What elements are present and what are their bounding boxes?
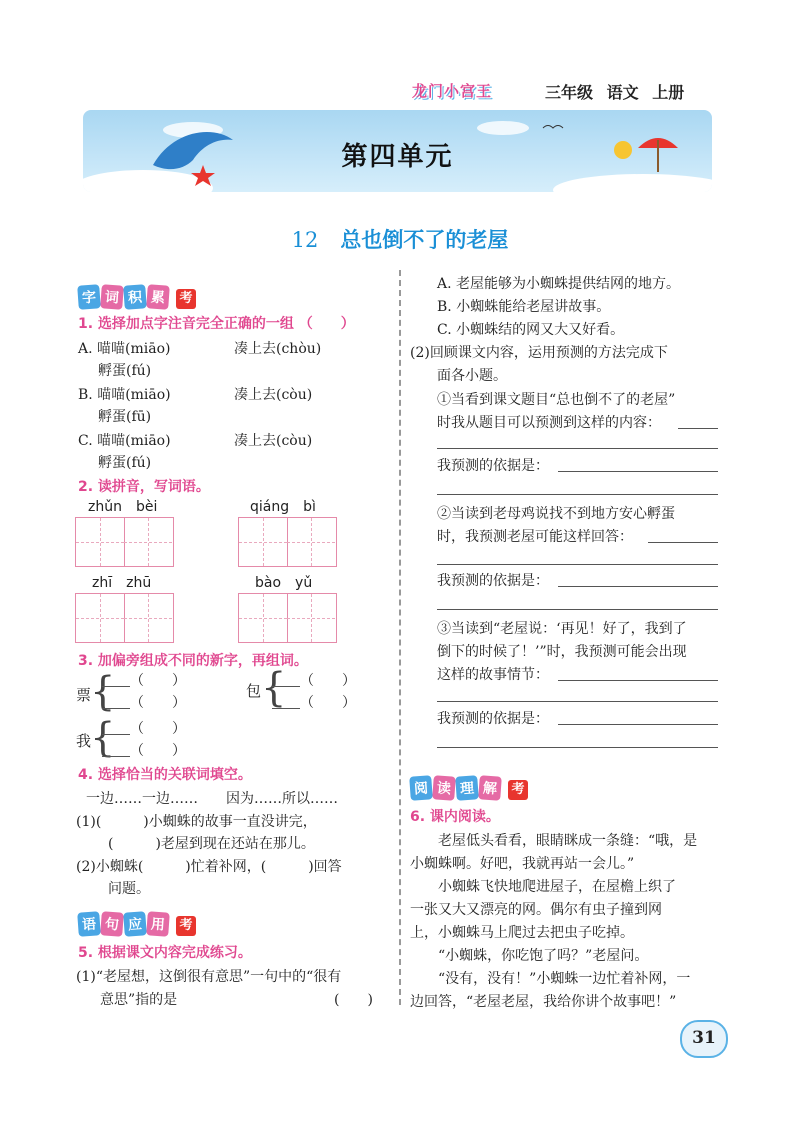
grade-label: 三年级 bbox=[545, 83, 594, 102]
q4-sentence-2b: 问题。 bbox=[108, 881, 150, 897]
section-tag-char: 累 bbox=[146, 284, 170, 309]
answer-line[interactable] bbox=[437, 564, 718, 565]
answer-line[interactable] bbox=[648, 542, 718, 543]
section-tag-char: 语 bbox=[77, 911, 101, 936]
q5-item3-a: ③当读到“老屋说：‘再见！好了，我到了 bbox=[437, 621, 687, 637]
q5-item1-a: ①当看到课文题目“总也倒不了的老屋” bbox=[437, 392, 676, 408]
question-2-title: 2. 读拼音，写词语。 bbox=[78, 479, 210, 495]
q4-sentence-2a: (2)小蜘蛛( )忙着补网，( )回答 bbox=[76, 859, 342, 875]
answer-line[interactable] bbox=[558, 680, 718, 681]
reading-paragraph-4b: 边回答，“老屋老屋，我给你讲个故事吧！” bbox=[410, 994, 677, 1010]
answer-line[interactable] bbox=[437, 609, 718, 610]
q4-sentence-1a: (1)( )小蜘蛛的故事一直没讲完， bbox=[76, 814, 317, 830]
seagull-icon bbox=[543, 126, 563, 129]
brand-logo: 龙门小宫王 bbox=[412, 82, 493, 100]
grid-cell[interactable] bbox=[124, 518, 172, 566]
basis-label: 我预测的依据是： bbox=[437, 711, 549, 727]
answer-line[interactable] bbox=[437, 448, 718, 449]
lesson-number: 12 bbox=[291, 228, 319, 252]
exam-badge: 考 bbox=[176, 916, 196, 936]
reading-paragraph-3: “小蜘蛛，你吃饱了吗？”老屋问。 bbox=[438, 948, 649, 964]
grid-cell[interactable] bbox=[287, 518, 335, 566]
section-tag-char: 用 bbox=[146, 911, 170, 936]
answer-line[interactable] bbox=[102, 756, 130, 757]
q5-sub2-b: 面各小题。 bbox=[437, 368, 507, 384]
basis-label: 我预测的依据是： bbox=[437, 458, 549, 474]
section-tag-char: 解 bbox=[478, 775, 502, 800]
brace: { bbox=[90, 715, 116, 761]
section-tag-char: 读 bbox=[432, 775, 456, 800]
question-1-title: 1. 选择加点字注音完全正确的一组 （ ） bbox=[78, 316, 355, 332]
q2-pinyin-3: zhī zhū bbox=[92, 575, 152, 591]
answer-slot[interactable]: （ ） bbox=[300, 695, 356, 711]
writing-grid[interactable] bbox=[238, 517, 337, 567]
cloud-shape bbox=[553, 174, 712, 192]
basis-label: 我预测的依据是： bbox=[437, 573, 549, 589]
volume-label: 上册 bbox=[652, 83, 685, 102]
answer-line[interactable] bbox=[272, 708, 300, 709]
section-tag-char: 理 bbox=[455, 775, 479, 800]
column-divider bbox=[399, 270, 401, 1005]
unit-banner bbox=[83, 110, 712, 192]
q1-option-b-1: B. 喵喵(miāo) bbox=[78, 387, 171, 403]
question-4-title: 4. 选择恰当的关联词填空。 bbox=[78, 767, 252, 783]
reading-paragraph-2b: 一张又大又漂亮的网。偶尔有虫子撞到网 bbox=[410, 902, 662, 918]
q5-sentence-1b: 意思”指的是 bbox=[100, 992, 178, 1008]
exam-badge: 考 bbox=[508, 780, 528, 800]
question-6-title: 6. 课内阅读。 bbox=[410, 809, 500, 825]
answer-line[interactable] bbox=[558, 724, 718, 725]
q1-option-c-2: 凑上去(còu) bbox=[234, 433, 313, 449]
answer-line[interactable] bbox=[558, 586, 718, 587]
reading-paragraph-2: 小蜘蛛飞快地爬进屋子，在屋檐上织了 bbox=[438, 879, 676, 895]
writing-grid[interactable] bbox=[75, 593, 174, 643]
q5-option-c: C. 小蜘蛛结的网又大又好看。 bbox=[437, 322, 625, 338]
answer-line[interactable] bbox=[102, 686, 130, 687]
lesson-title bbox=[0, 224, 800, 254]
reading-paragraph-2c: 上，小蜘蛛马上爬过去把虫子吃掉。 bbox=[410, 925, 634, 941]
writing-grid[interactable] bbox=[75, 517, 174, 567]
q5-item3-b: 倒下的时候了！’”时，我预测可能会出现 bbox=[437, 644, 687, 660]
writing-grid[interactable] bbox=[238, 593, 337, 643]
section-reading-comprehension bbox=[410, 776, 528, 800]
grid-cell[interactable] bbox=[287, 594, 335, 642]
q5-sentence-1a: (1)“老屋想，这倒很有意思”一句中的“很有 bbox=[76, 969, 342, 985]
section-tag-char: 应 bbox=[123, 911, 147, 936]
cloud-shape bbox=[477, 121, 529, 135]
q1-option-b-3: 孵蛋(fū) bbox=[98, 409, 152, 425]
answer-line[interactable] bbox=[102, 708, 130, 709]
q5-sub2-a: (2)回顾课文内容，运用预测的方法完成下 bbox=[410, 345, 668, 361]
q5-option-b: B. 小蜘蛛能给老屋讲故事。 bbox=[437, 299, 611, 315]
section-tag-char: 字 bbox=[77, 284, 101, 309]
brace: { bbox=[90, 669, 116, 715]
reading-paragraph-1: 老屋低头看看，眼睛眯成一条缝：“哦，是 bbox=[438, 833, 698, 849]
q4-sentence-1b: ( )老屋到现在还站在那儿。 bbox=[108, 836, 315, 852]
q1-option-a-3: 孵蛋(fú) bbox=[98, 363, 152, 379]
reading-paragraph-1b: 小蜘蛛啊。好吧，我就再站一会儿。” bbox=[410, 856, 635, 872]
q3-char-1: 票 bbox=[76, 686, 92, 704]
answer-slot[interactable]: （ ） bbox=[130, 673, 186, 689]
q1-option-c-1: C. 喵喵(miāo) bbox=[78, 433, 171, 449]
answer-line[interactable] bbox=[678, 428, 718, 429]
section-tag-char: 积 bbox=[123, 284, 147, 309]
answer-line[interactable] bbox=[272, 686, 300, 687]
grid-cell[interactable] bbox=[239, 518, 288, 566]
answer-slot[interactable]: （ ） bbox=[130, 743, 186, 759]
answer-line[interactable] bbox=[437, 701, 718, 702]
answer-slot[interactable]: （ ） bbox=[130, 695, 186, 711]
q5-item2-b: 时，我预测老屋可能这样回答： bbox=[437, 529, 633, 545]
page-number: 31 bbox=[680, 1020, 728, 1058]
q5-item1-b: 时我从题目可以预测到这样的内容： bbox=[437, 415, 661, 431]
section-tag-char: 词 bbox=[100, 284, 124, 309]
q1-option-a-2: 凑上去(chòu) bbox=[234, 341, 322, 357]
subject-label: 语文 bbox=[606, 83, 639, 102]
answer-line[interactable] bbox=[437, 494, 718, 495]
q1-option-a-1: A. 喵喵(miāo) bbox=[78, 341, 171, 357]
q5-answer-bracket[interactable]: ( ) bbox=[334, 992, 373, 1008]
q5-item2-a: ②当读到老母鸡说找不到地方安心孵蛋 bbox=[437, 506, 675, 522]
answer-line[interactable] bbox=[558, 471, 718, 472]
q2-pinyin-4: bào yǔ bbox=[255, 575, 313, 591]
unit-title: 第四单元 bbox=[341, 142, 454, 172]
q1-option-b-2: 凑上去(còu) bbox=[234, 387, 313, 403]
section-word-accumulation bbox=[78, 285, 196, 309]
section-tag-char: 句 bbox=[100, 911, 124, 936]
q3-char-2: 包 bbox=[246, 682, 262, 700]
grid-cell[interactable] bbox=[76, 594, 125, 642]
lesson-name: 总也倒不了的老屋 bbox=[340, 228, 509, 252]
answer-line[interactable] bbox=[437, 747, 718, 748]
exam-badge: 考 bbox=[176, 289, 196, 309]
q1-option-c-3: 孵蛋(fú) bbox=[98, 455, 152, 471]
q4-options: 一边……一边…… 因为……所以…… bbox=[86, 791, 338, 807]
question-3-title: 3. 加偏旁组成不同的新字，再组词。 bbox=[78, 653, 308, 669]
answer-line[interactable] bbox=[102, 734, 130, 735]
q3-char-3: 我 bbox=[76, 732, 92, 750]
q5-item3-c: 这样的故事情节： bbox=[437, 667, 549, 683]
answer-slot[interactable]: （ ） bbox=[300, 673, 356, 689]
reading-paragraph-4: “没有，没有！”小蜘蛛一边忙着补网，一 bbox=[438, 971, 691, 987]
question-5-title: 5. 根据课文内容完成练习。 bbox=[78, 945, 252, 961]
q2-pinyin-1: zhǔn bèi bbox=[88, 499, 158, 515]
q2-pinyin-2: qiáng bì bbox=[250, 499, 316, 515]
grid-cell[interactable] bbox=[76, 518, 125, 566]
book-info bbox=[545, 80, 692, 103]
section-tag-char: 阅 bbox=[409, 775, 433, 800]
section-sentence-application bbox=[78, 912, 196, 936]
grid-cell[interactable] bbox=[239, 594, 288, 642]
brace: { bbox=[261, 665, 287, 711]
grid-cell[interactable] bbox=[124, 594, 172, 642]
q5-option-a: A. 老屋能够为小蜘蛛提供结网的地方。 bbox=[437, 276, 681, 292]
answer-slot[interactable]: （ ） bbox=[130, 721, 186, 737]
